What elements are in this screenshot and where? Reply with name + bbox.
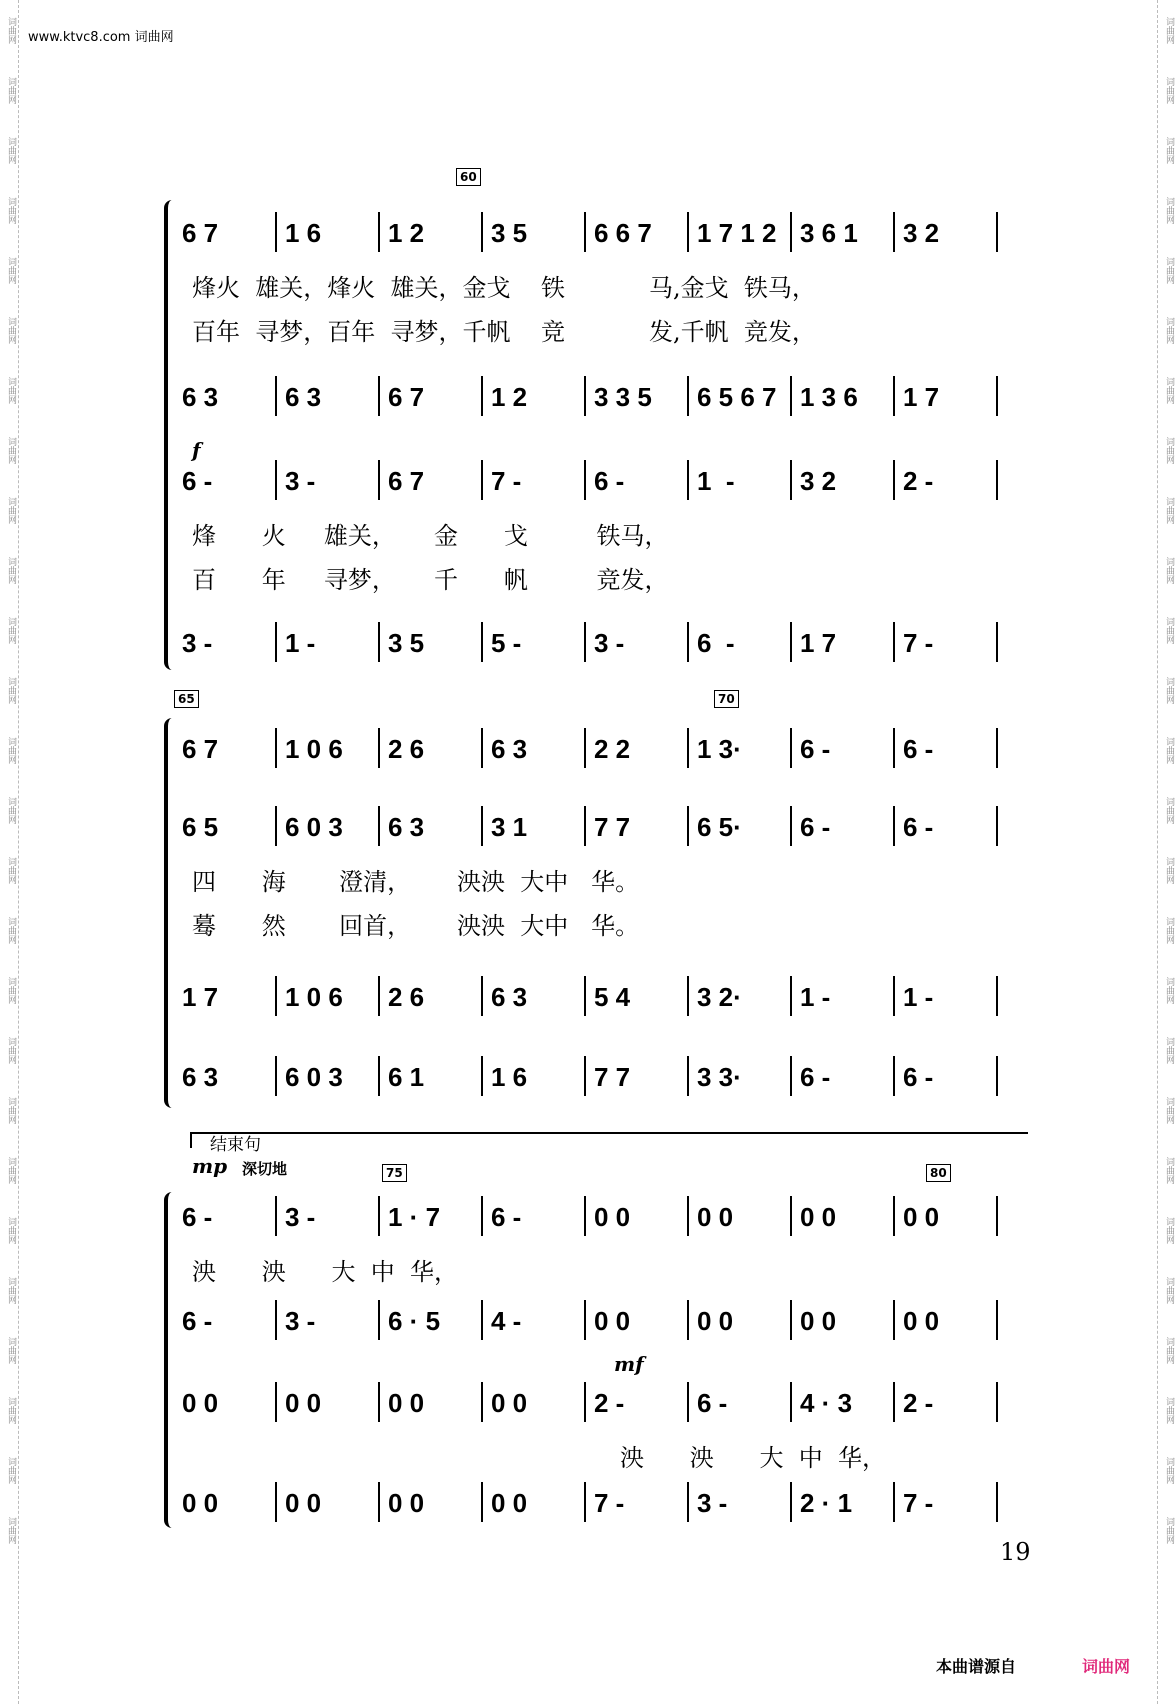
bar-line: [687, 1382, 689, 1422]
lyric-verse-2: 蓦 然 回首， 泱泱 大中 华。: [192, 912, 640, 940]
watermark-text: 词曲网: [1164, 1396, 1174, 1424]
bar-line: [275, 1482, 277, 1522]
watermark-text: 词曲网: [1164, 16, 1174, 44]
measure-notes: 7 -: [903, 628, 934, 658]
bar-line: [275, 728, 277, 768]
measure-notes: 6 -: [182, 1306, 213, 1336]
staff-soprano: [170, 1196, 1030, 1236]
staff-bass: [170, 622, 1030, 662]
bar-line: [584, 976, 586, 1016]
watermark-text: 词曲网: [6, 256, 16, 284]
bar-line: [790, 728, 792, 768]
bar-line: [996, 1482, 998, 1522]
bar-line: [275, 1382, 277, 1422]
bar-line: [687, 622, 689, 662]
bar-line: [893, 1056, 895, 1096]
bar-line: [893, 728, 895, 768]
bar-line: [687, 806, 689, 846]
measure-notes: 2 -: [594, 1388, 625, 1418]
measure-notes: 6 0 3: [285, 1062, 343, 1092]
staff-alto: [170, 1300, 1030, 1340]
bar-line: [378, 806, 380, 846]
bar-line: [378, 1300, 380, 1340]
measure-notes: 3 2: [903, 218, 940, 248]
measure-notes: 6 -: [903, 812, 934, 842]
measure-notes: 6 -: [697, 1388, 728, 1418]
measure-notes: 3 -: [285, 1202, 316, 1232]
watermark-text: 词曲网: [1164, 1456, 1174, 1484]
watermark-text: 词曲网: [6, 1456, 16, 1484]
lyric-verse-4: 百 年 寻梦， 千 帆 竞发，: [192, 566, 669, 594]
watermark-text: 词曲网: [6, 916, 16, 944]
watermark-text: 词曲网: [6, 76, 16, 104]
bar-line: [996, 622, 998, 662]
measure-notes: 0 0: [594, 1306, 631, 1336]
measure-notes: 6 5·: [697, 812, 742, 842]
measure-notes: 6 -: [182, 466, 213, 496]
measure-notes: 3 -: [182, 628, 213, 658]
watermark-text: 词曲网: [6, 376, 16, 404]
dynamic-mezzo-piano: mp: [192, 1154, 228, 1178]
measure-notes: 6 3: [182, 382, 219, 412]
measure-notes: 3 5: [388, 628, 425, 658]
bar-line: [893, 976, 895, 1016]
bar-line: [481, 1482, 483, 1522]
staff-tenor: [170, 460, 1030, 500]
bar-line: [996, 460, 998, 500]
measure-notes: 0 0: [903, 1306, 940, 1336]
measure-notes: 1 7 1 2: [697, 218, 777, 248]
measure-notes: 1 6: [491, 1062, 528, 1092]
measure-notes: 1 -: [903, 982, 934, 1012]
watermark-text: 词曲网: [6, 136, 16, 164]
bar-line: [378, 622, 380, 662]
measure-notes: 7 -: [491, 466, 522, 496]
watermark-text: 词曲网: [1164, 1276, 1174, 1304]
watermark-text: 词曲网: [6, 1216, 16, 1244]
measure-notes: 6 -: [594, 466, 625, 496]
watermark-text: 词曲网: [6, 1096, 16, 1124]
bar-line: [687, 1196, 689, 1236]
bar-line: [275, 212, 277, 252]
measure-notes: 6 -: [182, 1202, 213, 1232]
measure-notes: 1 7: [800, 628, 837, 658]
bar-line: [893, 622, 895, 662]
measure-notes: 6 -: [491, 1202, 522, 1232]
bar-line: [584, 1196, 586, 1236]
bar-line: [275, 1300, 277, 1340]
measure-notes: 1 6: [285, 218, 322, 248]
bar-line: [687, 976, 689, 1016]
bar-line: [893, 212, 895, 252]
measure-notes: 6 5 6 7: [697, 382, 777, 412]
bar-line: [378, 976, 380, 1016]
measure-notes: 0 0: [285, 1488, 322, 1518]
watermark-text: 词曲网: [1164, 976, 1174, 1004]
measure-notes: 0 0: [800, 1202, 837, 1232]
watermark-text: 词曲网: [1164, 436, 1174, 464]
bar-line: [687, 460, 689, 500]
measure-notes: 6 -: [800, 734, 831, 764]
measure-notes: 6 1: [388, 1062, 425, 1092]
measure-notes: 1 -: [285, 628, 316, 658]
measure-notes: 3 -: [697, 1488, 728, 1518]
lyric-verse-1: 泱 泱 大 中 华，: [192, 1258, 459, 1286]
bar-line: [378, 376, 380, 416]
measure-notes: 1 0 6: [285, 982, 343, 1012]
watermark-text: 词曲网: [6, 196, 16, 224]
measure-notes: 1 2: [388, 218, 425, 248]
bar-line: [275, 622, 277, 662]
measure-notes: 5 4: [594, 982, 631, 1012]
measure-notes: 6 6 7: [594, 218, 652, 248]
bar-line: [687, 212, 689, 252]
system-brace: [164, 200, 174, 670]
expression-mark: 深切地: [242, 1160, 288, 1178]
bar-line: [687, 1056, 689, 1096]
measure-notes: 3 -: [285, 1306, 316, 1336]
bar-line: [893, 1482, 895, 1522]
measure-notes: 6 7: [182, 218, 219, 248]
watermark-text: 词曲网: [1164, 1336, 1174, 1364]
bar-line: [584, 1482, 586, 1522]
bar-line: [790, 460, 792, 500]
bar-line: [996, 806, 998, 846]
measure-notes: 6 7: [388, 466, 425, 496]
measure-notes: 4 -: [491, 1306, 522, 1336]
measure-notes: 3 6 1: [800, 218, 858, 248]
bar-line: [275, 806, 277, 846]
bar-line: [584, 212, 586, 252]
staff-tenor: [170, 1382, 1030, 1422]
measure-notes: 0 0: [388, 1488, 425, 1518]
site-header: www.ktvc8.com 词曲网: [28, 30, 174, 45]
bar-line: [584, 728, 586, 768]
measure-notes: 6 0 3: [285, 812, 343, 842]
footer-source-note: 本曲谱源自: [936, 1657, 1017, 1676]
measure-notes: 1 0 6: [285, 734, 343, 764]
measure-notes: 6 -: [800, 1062, 831, 1092]
watermark-text: 词曲网: [6, 16, 16, 44]
watermark-text: 词曲网: [1164, 916, 1174, 944]
bar-line: [893, 376, 895, 416]
measure-notes: 1 3·: [697, 734, 742, 764]
bar-line: [481, 212, 483, 252]
watermark-text: 词曲网: [1164, 256, 1174, 284]
staff-soprano: [170, 212, 1030, 252]
measure-notes: 0 0: [697, 1306, 734, 1336]
watermark-text: 词曲网: [1164, 856, 1174, 884]
measure-number-80: 80: [926, 1164, 951, 1182]
lyric-verse-1: 烽火 雄关，烽火 雄关，金戈 铁 马,金戈 铁马，: [192, 274, 816, 302]
measure-notes: 6 -: [903, 734, 934, 764]
watermark-text: 词曲网: [6, 856, 16, 884]
measure-notes: 3 2: [800, 466, 837, 496]
bar-line: [687, 1482, 689, 1522]
measure-notes: 0 0: [182, 1388, 219, 1418]
watermark-text: 词曲网: [1164, 76, 1174, 104]
bar-line: [687, 728, 689, 768]
measure-notes: 3 3 5: [594, 382, 652, 412]
measure-notes: 6 7: [182, 734, 219, 764]
dynamic-forte: f: [192, 438, 201, 462]
watermark-text: 词曲网: [1164, 616, 1174, 644]
staff-bass: [170, 1056, 1030, 1096]
bar-line: [687, 376, 689, 416]
watermark-text: 词曲网: [1164, 556, 1174, 584]
bar-line: [481, 806, 483, 846]
measure-notes: 1 2: [491, 382, 528, 412]
watermark-text: 词曲网: [1164, 1216, 1174, 1244]
ending-bracket-line: [190, 1132, 1028, 1134]
bar-line: [996, 1056, 998, 1096]
measure-notes: 3 -: [285, 466, 316, 496]
measure-notes: 0 0: [491, 1388, 528, 1418]
watermark-text: 词曲网: [1164, 1096, 1174, 1124]
bar-line: [790, 806, 792, 846]
bar-line: [275, 376, 277, 416]
measure-notes: 2 6: [388, 982, 425, 1012]
measure-notes: 1 -: [800, 982, 831, 1012]
bar-line: [584, 622, 586, 662]
bar-line: [378, 460, 380, 500]
ending-bracket-tick: [190, 1132, 192, 1148]
bar-line: [481, 1382, 483, 1422]
watermark-text: 词曲网: [6, 1396, 16, 1424]
page-number: 19: [1000, 1538, 1031, 1566]
watermark-text: 词曲网: [6, 316, 16, 344]
bar-line: [687, 1300, 689, 1340]
bar-line: [790, 1482, 792, 1522]
measure-notes: 2 -: [903, 466, 934, 496]
bar-line: [584, 1056, 586, 1096]
measure-notes: 6 3: [491, 734, 528, 764]
measure-notes: 0 0: [285, 1388, 322, 1418]
measure-notes: 6 3: [491, 982, 528, 1012]
measure-number-75: 75: [382, 1164, 407, 1182]
measure-notes: 2 6: [388, 734, 425, 764]
bar-line: [584, 806, 586, 846]
measure-notes: 6 -: [903, 1062, 934, 1092]
watermark-text: 词曲网: [1164, 676, 1174, 704]
dynamic-mezzo-forte: mf: [614, 1352, 644, 1376]
staff-soprano: [170, 728, 1030, 768]
measure-notes: 7 7: [594, 1062, 631, 1092]
watermark-text: 词曲网: [6, 496, 16, 524]
measure-notes: 7 7: [594, 812, 631, 842]
watermark-text: 词曲网: [6, 1156, 16, 1184]
watermark-text: 词曲网: [1164, 796, 1174, 824]
watermark-text: 词曲网: [1164, 136, 1174, 164]
bar-line: [584, 1300, 586, 1340]
bar-line: [790, 1056, 792, 1096]
bar-line: [584, 460, 586, 500]
measure-notes: 2 · 1: [800, 1488, 853, 1518]
bar-line: [790, 212, 792, 252]
measure-notes: 0 0: [903, 1202, 940, 1232]
measure-notes: 0 0: [697, 1202, 734, 1232]
bar-line: [996, 976, 998, 1016]
system-brace: [164, 1192, 174, 1528]
measure-notes: 6 3: [182, 1062, 219, 1092]
bar-line: [275, 1056, 277, 1096]
bar-line: [378, 728, 380, 768]
measure-notes: 6 7: [388, 382, 425, 412]
bar-line: [481, 376, 483, 416]
measure-notes: 3 3·: [697, 1062, 742, 1092]
bar-line: [481, 728, 483, 768]
measure-notes: 6 3: [388, 812, 425, 842]
bar-line: [378, 1382, 380, 1422]
bar-line: [790, 1196, 792, 1236]
bar-line: [275, 976, 277, 1016]
bar-line: [584, 376, 586, 416]
bar-line: [481, 1056, 483, 1096]
measure-notes: 1 7: [903, 382, 940, 412]
measure-number-70: 70: [714, 690, 739, 708]
lyric-tenor: 泱 泱 大 中 华，: [620, 1444, 887, 1472]
measure-notes: 0 0: [800, 1306, 837, 1336]
measure-notes: 2 -: [903, 1388, 934, 1418]
measure-notes: 0 0: [594, 1202, 631, 1232]
bar-line: [996, 1300, 998, 1340]
bar-line: [893, 460, 895, 500]
bar-line: [378, 1482, 380, 1522]
bar-line: [481, 1196, 483, 1236]
measure-notes: 4 · 3: [800, 1388, 853, 1418]
bar-line: [996, 376, 998, 416]
watermark-text: 词曲网: [6, 796, 16, 824]
lyric-verse-1: 四 海 澄清， 泱泱 大中 华。: [192, 868, 640, 896]
left-watermark-strip: [0, 0, 19, 1704]
watermark-text: 词曲网: [6, 436, 16, 464]
watermark-text: 词曲网: [1164, 736, 1174, 764]
measure-notes: 3 5: [491, 218, 528, 248]
measure-notes: 5 -: [491, 628, 522, 658]
bar-line: [584, 1382, 586, 1422]
footer-brand-link[interactable]: 词曲网: [1082, 1657, 1131, 1676]
measure-notes: 3 -: [594, 628, 625, 658]
bar-line: [275, 1196, 277, 1236]
bar-line: [996, 212, 998, 252]
watermark-text: 词曲网: [1164, 376, 1174, 404]
staff-alto: [170, 806, 1030, 846]
watermark-text: 词曲网: [6, 736, 16, 764]
right-watermark-strip: [1157, 0, 1176, 1704]
bar-line: [790, 1300, 792, 1340]
watermark-text: 词曲网: [6, 616, 16, 644]
watermark-text: 词曲网: [1164, 1516, 1174, 1544]
bar-line: [378, 1196, 380, 1236]
staff-bass: [170, 1482, 1030, 1522]
watermark-text: 词曲网: [6, 556, 16, 584]
lyric-verse-2: 百年 寻梦，百年 寻梦，千帆 竞 发,千帆 竞发，: [192, 318, 816, 346]
measure-notes: 1 · 7: [388, 1202, 441, 1232]
measure-number-60: 60: [456, 168, 481, 186]
watermark-text: 词曲网: [6, 1336, 16, 1364]
measure-notes: 6 5: [182, 812, 219, 842]
staff-alto: [170, 376, 1030, 416]
watermark-text: 词曲网: [1164, 1156, 1174, 1184]
bar-line: [893, 806, 895, 846]
measure-notes: 3 2·: [697, 982, 742, 1012]
measure-notes: 1 7: [182, 982, 219, 1012]
bar-line: [481, 1300, 483, 1340]
measure-notes: 2 2: [594, 734, 631, 764]
watermark-text: 词曲网: [1164, 316, 1174, 344]
watermark-text: 词曲网: [6, 1516, 16, 1544]
bar-line: [893, 1300, 895, 1340]
bar-line: [996, 1382, 998, 1422]
bar-line: [481, 976, 483, 1016]
watermark-text: 词曲网: [1164, 496, 1174, 524]
measure-number-65: 65: [174, 690, 199, 708]
bar-line: [378, 1056, 380, 1096]
measure-notes: 0 0: [182, 1488, 219, 1518]
watermark-text: 词曲网: [6, 1276, 16, 1304]
lyric-verse-3: 烽 火 雄关， 金 戈 铁马，: [192, 522, 669, 550]
measure-notes: 7 -: [594, 1488, 625, 1518]
bar-line: [790, 976, 792, 1016]
bar-line: [893, 1382, 895, 1422]
bar-line: [790, 376, 792, 416]
watermark-text: 词曲网: [6, 1036, 16, 1064]
watermark-text: 词曲网: [6, 976, 16, 1004]
measure-notes: 6 · 5: [388, 1306, 441, 1336]
ending-label: 结束句: [210, 1135, 261, 1155]
measure-notes: 1 3 6: [800, 382, 858, 412]
bar-line: [996, 728, 998, 768]
watermark-text: 词曲网: [6, 676, 16, 704]
measure-notes: 0 0: [491, 1488, 528, 1518]
bar-line: [996, 1196, 998, 1236]
bar-line: [790, 622, 792, 662]
bar-line: [893, 1196, 895, 1236]
measure-notes: 0 0: [388, 1388, 425, 1418]
staff-tenor: [170, 976, 1030, 1016]
bar-line: [378, 212, 380, 252]
system-brace: [164, 718, 174, 1108]
measure-notes: 3 1: [491, 812, 528, 842]
measure-notes: 6 -: [800, 812, 831, 842]
measure-notes: 6 3: [285, 382, 322, 412]
watermark-text: 词曲网: [1164, 196, 1174, 224]
bar-line: [275, 460, 277, 500]
watermark-text: 词曲网: [1164, 1036, 1174, 1064]
bar-line: [790, 1382, 792, 1422]
measure-notes: 6 -: [697, 628, 735, 658]
measure-notes: 1 -: [697, 466, 735, 496]
bar-line: [481, 460, 483, 500]
measure-notes: 7 -: [903, 1488, 934, 1518]
bar-line: [481, 622, 483, 662]
